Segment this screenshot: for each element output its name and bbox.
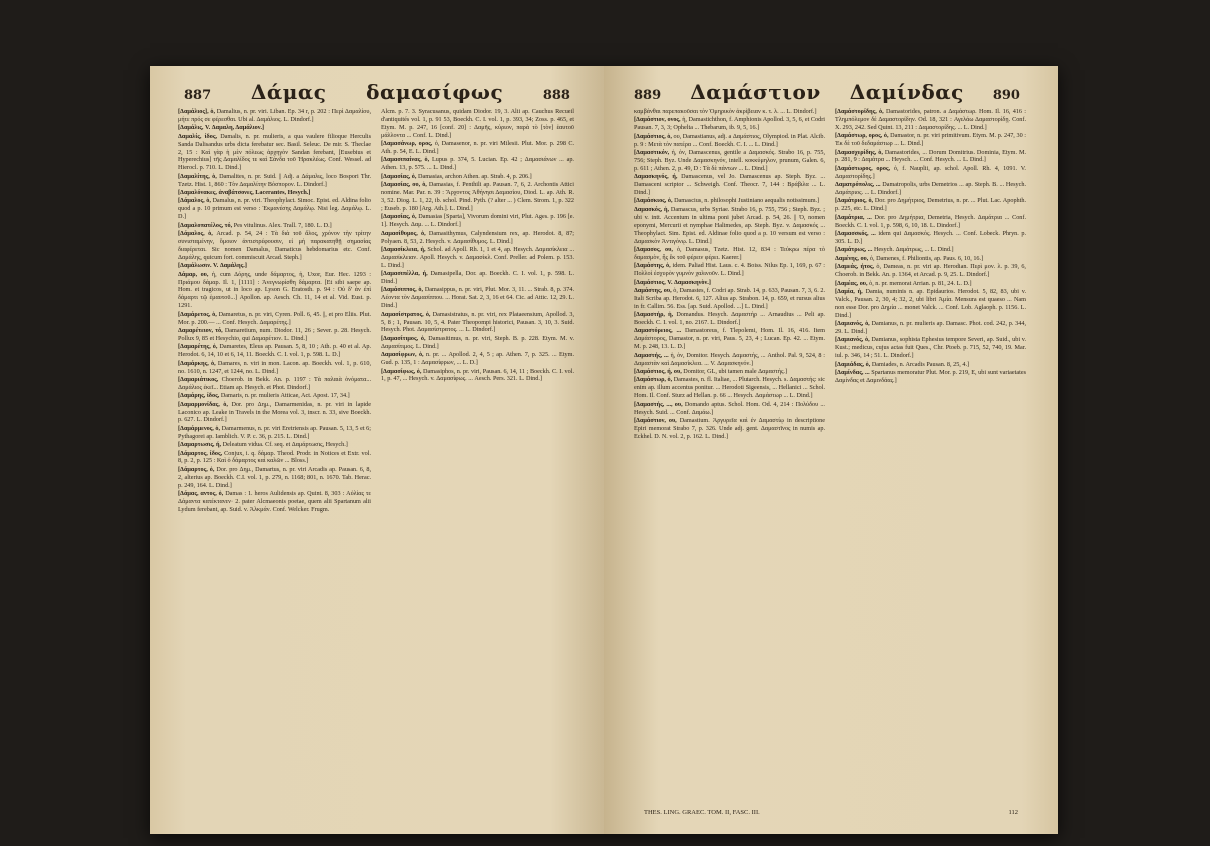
entry-text: Damianus, sophista Ephesius tempore Severi, ap. Suid., ubi v. Kust.; medicus, cujus actas fuit Ques., Chr. Ptoeb. p. 715, 52, 740, 19. Mar. iul. p. 346, 14 ; 51. L. Dindorf.] [835,336,1026,360]
entry-headword: [Δαμάσιππος, ὁ, [381,286,425,294]
page-number-889: 889 [634,88,662,103]
entry-text: ὁ, Damasus, Tzetz. Hist. 12, 834 : Τεύκρω πέρα τὸ δαμασμὸν, ἦς ἔκ τοῦ φέρειν φέρει. Kaerer.] [634,245,825,261]
dictionary-entry [381,311,574,335]
dictionary-entry [178,327,371,343]
dictionary-entry [178,173,371,189]
entry-headword: [Δαμάστωρ, ορος, ὁ, [835,132,891,140]
dictionary-entry [178,124,371,132]
entry-text: Damaretium, num. Diodor. 11, 26 ; Sever. p. 28. Hesych. Pollux 9, 85 et Hesychio, qui Δαμαρέτιον. L. Dind.] [178,326,371,342]
entry-text: Damasias, archon Athen. ap. Strab. 4, p. 206.] [417,172,532,180]
entry-headword: [Δαμιανός, ὁ, [835,336,872,344]
left-page [150,66,604,834]
entry-text: Damastoreus, f. Tlepolemi, Hom. Il. 16, 416. Item Δαμάστορος, Damastor, n. pr. viri, Paus. 5, 23, 4 ; Lucan. Ep. 42. ... Etym. M. p. 248, 13. L. D.] [634,327,825,351]
entry-headword: [Δαμασιπαίνας, ὁ, [381,156,432,164]
right-headword: δαμασίφως [366,80,504,104]
entry-text: ὁ, Damastes, f. Codri ap. Strab. 14, p. 633, Pausan. 7, 3, 6. 2. Itali Scriba ap. Herodot. 6, 127. Alius ap. Strabon. 14, p. 659, et rursus alius in fr. Callim. 56. Ess. [ap. Suid. Apollod. ...] L. Dind.] [634,286,825,310]
dictionary-entry [178,311,371,327]
entry-text: Damalis, n. pr. mulieris, a qua vaulere filioque Herculis Sanda Dalisandus urbs dicta ferebatur sec. Basil. Seleuc. De mir. S. Theclae 2, 15 : Καὶ γὰρ ἡ μὲν πόλεως ἀρχηγὸν Sandan ferebant, [Eusebius et Hyperechius] τῆς Δαμαλίδος τε καὶ Σάνδα τοῦ Ἡρακλέως. Conf. Wessel. ad Hierocl. p. 710. L. Dind.] [178,132,371,172]
entry-text: ου, Damastianus, adj. a Δαμάστιος, Olympiod. in Plat. Alcib. p. 9 : Μετὰ τὸν πατέρα ... Conf. Boeckh. C. I. ... L. Dind.] [634,132,825,148]
page-number-888: 888 [542,88,570,103]
entry-text: καμβάνθαι παρεπακοῦσαι τὸν Ὁμηρικὸν ἀκρίβειαν κ. τ. λ. ... L. Dindorf.] [634,108,817,115]
dictionary-entry [634,206,825,246]
dictionary-entry [178,376,371,392]
entry-headword: [Δαμιανός, ὁ, [835,320,872,328]
entry-headword: Δαμαστόρειος, ... [634,327,685,335]
dictionary-entry [634,133,825,149]
dictionary-entry [381,181,574,213]
dictionary-entry [835,214,1026,230]
dictionary-entry [178,197,371,221]
entry-text: Damascius, n. philosophi Justiniano aequalis notissimum.] [674,197,820,205]
dictionary-entry [381,173,574,181]
left-headword: Δάμας [250,80,327,104]
column-890 [835,108,1026,794]
entry-text: idem qui Δαμασκός. Hesych. ... Conf. Lobeck. Phryn. p. 305. L. D.] [835,230,1026,245]
entry-text: Arcad. p. 54, 24 : Τὰ διὰ τοῦ ἄλος, χρόνον τὴν τρίτην συνισταμένην, ὅμοιον ἀντιστρέφουσιν, εἰ μὴ παρακατηθῇ σημασίας διαφέρεται. Sic nomen Damalus, Damaticus hebdomarius etc. Conf. Δαμάλης, quicum fort. commiscuit Arcad. Steph.] [178,230,371,261]
entry-headword: [Δαμάρμενος, ὁ, [178,424,222,432]
entry-headword: Δαμαρέτειον, τό, [178,326,225,334]
entry-text: Damasitimus, n. pr. viri, Steph. B. p. 228. Etym. M. v. Δαμασίτιμος. L. Dind.] [381,334,574,350]
entry-headword: [Δαμαρτωσις, ή, [178,441,223,449]
entry-headword: [Δαμασίας, ὁ, [381,213,419,221]
entry-text: Damaretus, n. pr. viri, Cyren. Poll. 6, 45. ||, et pro Eliis. Plut. Mor. p. 200.— ... Conf. Hesych. Δαμαρέτης.] [178,310,371,326]
dictionary-entry [381,140,574,156]
entry-text: Domitor, GL, ubi tamen male Δαμαστής.] [683,368,788,375]
dictionary-entry [178,450,371,466]
dictionary-entry [835,263,1026,279]
entry-text: Pes vitulinus. Alex. Trall. 7, 180. L. D.] [233,221,332,229]
dictionary-entry [835,132,1026,148]
right-page [604,66,1058,834]
dictionary-entry [835,369,1026,385]
dictionary-entry [634,287,825,311]
dictionary-entry [835,149,1026,165]
entry-headword: [Δαμάστιον, ονος, [634,116,683,124]
dictionary-entry [634,279,825,287]
entry-headword: [Δαμάλις, V. Δαμαλη, Δαμάλιον.] [178,124,265,132]
entry-text: Alcm. p. 7. 3. Syracusanus, quidam Diodor. 19, 3. Alii ap. Cauchus Recueil d'antiquités vol. 1, p. 91 53, Boeckh. C. I. vol. 1, p. 393, 34; Zoss. p. 465, et Etym. M. p. 247, 16 [conf. 20] : Δαμῆς, κύριον, παρὰ τὸ [τὸν] ἑαυτοῦ μάλλοντα ... Conf. L. Dind.] [381,108,574,139]
entry-headword: [Δαμαρμονίδας, ὁ, [178,400,232,408]
dictionary-entry [835,181,1026,197]
entry-headword: Δάμαρ, ου, [178,270,212,278]
entry-headword: [Δαμαλίτης, ὁ, [178,172,220,180]
entry-headword: [Δαμάστορίδης, ὁ, [835,108,886,115]
entry-text: Damasippus, n. pr. viri, Plut. Mor. 3, 11. ... Strab. 8, p. 374. Λέοντα τὸν Δαμασίππου. ... Horat. Sat. 2, 3, 16 et 64. Cic. ad Attic. 12, 29. L. Dind.] [381,286,574,310]
entry-text: Damastium. Ἀργυρεῖα καὶ ἐν Δαμαστίῳ in descriptione Epiri memorat Strabo 7, p. 326. Unde adj. gent. Δαμαστῖνος in numis ap. Eckhel. D. N. vol. 2, p. 162. L. Dind.] [634,416,825,440]
dictionary-entry [381,335,574,351]
entry-headword: Δαμάστης, ου, [634,286,674,294]
dictionary-entry [178,271,371,311]
entry-text: Damasithymus, Calyndensium rex, ap. Herodot. 8, 87; Polyaen. 8, 53, 2. Hesych. v. Δαμασίθυμος. L. Dind.] [381,229,574,245]
entry-text: Damares, n. viri in mon. Lacon. ap. Boeckh. vol. 1, p. 610, no. 1610, n. 1247, et 1244, no. L. Dind.] [178,359,371,375]
entry-headword: [Δαμάστιος, V. Δαμασκηνὸν.] [634,278,711,286]
dictionary-entry [634,116,825,132]
entry-text: Damasias [Sparta], Vivorum domini viri, Plut. Ages. p. 196 [e. 1]. Hesych. Δαμ. ... L. Dindorf.] [381,213,574,229]
entry-headword: [Δαμάλωσιν. V. Δαμάλης.] [178,262,247,270]
entry-text: Damasias, f. Penthili ap. Pausan. 7, 6, 2. Archontis Attici nomine. Mar. Par. n. 39 : Ἄρχοντος Ἀθήνησι Δαμασίου, Diod. L. ap. Ath. R. 3, 52. Diog. L. 1, 22, ib. schol. Pind. Pyth. (? alter ... ) Clem. Strom. 1, p. 322 ; Euseb. p. 180 [Arg. Ath.]. L. Dind.] [381,181,574,212]
dictionary-entry [381,368,574,384]
entry-headword: Δαμασίθυμος, ὁ, [381,229,429,237]
entry-headword: Δαμασκός, ἡ, [634,205,671,213]
right-page-columns [634,108,1026,794]
dictionary-entry [835,108,1026,132]
entry-headword: Δαμαστής, ... [634,351,671,359]
entry-headword: [Δαμαρέτης, ὁ, [178,343,220,351]
entry-headword: [Δαμάτρως, ... [835,246,874,254]
dictionary-entry [178,262,371,270]
dictionary-entry [178,360,371,376]
column-888 [381,108,574,794]
dictionary-entry [634,401,825,417]
dictionary-entry [835,336,1026,360]
entry-headword: [Δαμάρκης, ὁ, [178,359,218,367]
entry-headword: [Δαμαλοπατέλος, τό, [178,221,234,229]
entry-headword: [Δαμάλιος], ὁ, [178,108,217,115]
entry-text: Domando aptus. Schol. Hom. Od. 4, 214 : Πολύδου ... Hesych. Suid. ... Conf. Δαμάω.] [634,400,825,416]
entry-headword: [Δαμάτρια, ... [835,213,875,221]
entry-text: ἡ, ὁν, Domitor. Hesych. Δαμαστής, ... Anthol. Pal. 9, 524, 8 : Δαμαστὰν καὶ Δαμασίκλεα. ... V. Δαμασκηνόν.] [634,351,825,367]
entry-text: ὁ, n. pr. memorat Arrian. p. 81, 24. L. D.] [869,279,972,287]
dictionary-entry [178,425,371,441]
entry-text: Damascenus, vel Jo. Damascenus ap. Steph. Byz. ... Damasceni scriptor ... Schweigh. Conf. Theocr. 7, 144 : Βράβιλα ... L. Dind.] [634,173,825,197]
dictionary-entry [381,351,574,367]
entry-text: ὁ, f. Nauplii, ap. schol. Apoll. Rh. 4, 1091. V. Δαμαστορίδης.] [835,164,1026,180]
dictionary-entry [381,246,574,270]
entry-text: Domandus. Hesych. Δαμαστήρ ... Arnaudius ... Peli ap. Boeckh. C. I. vol. 1, no. 2167. L. Dindorf.] [634,311,825,327]
dictionary-entry [381,270,574,286]
left-headword: Δαμάστιον [690,80,821,104]
entry-text: Spartanus memoratur Plut. Mor. p. 219, E, ubi sunt variaetates Δαμίνδας et Δαμινδάας.] [835,369,1026,384]
entry-headword: [Δαμάστιος, ή, ου, [634,368,684,375]
dictionary-entry [381,108,574,140]
entry-headword: [Δαμασίας, ὁ, [381,172,418,180]
right-page-header [634,80,1020,106]
entry-text: Damia, numinis n. ap. Epidaurios. Herodot. 5, 82, 83, ubi v. Valck., Pausan. 2, 30, 4; 32, 2, ubi libri Ἀμία. Mensura est quaeso ... Nam non esse Dor. pro Δημία ... monet Valck. ... Conf. Lob. Aglaoph. p. 1156. L. Dind.] [835,287,1026,319]
entry-headword: [Δάμαλος, ὁ, [178,230,217,238]
entry-headword: [Δαμέας, ου, [835,279,870,287]
entry-headword: [Δαμασος, ου, [634,245,677,253]
entry-headword: [Δαμάστιον, ου, [634,416,680,424]
dictionary-entry [835,288,1026,320]
entry-text: Damasistratus, n. pr. viri, rex Plataeensium, Apollod. 3, 5, 8 ; 1, Pausan. 10, 5, 4. Pater Theopompi historici, Pausan. 3, 10, 3. Suid. Hesych. Phot. Δαμασίστρατος. ... L. Dindorf.] [381,310,574,334]
dictionary-entry [178,490,371,514]
dictionary-entry [381,286,574,310]
entry-headword: [Δαμαστήρ, ἡ, [634,311,677,319]
dictionary-entry [634,262,825,278]
entry-headword: [Δαμίνδας, ... [835,369,872,376]
left-page-columns [178,108,574,794]
entry-headword: [Δαμασίκλεια, ἡ, [381,245,428,253]
entry-text: ἡ, Damastichthon, f. Amphionis Apollod. 3, 5, 6, et Codri Pausan. 7, 3, 3; Ophelta ... Thebarum, ib. 9, 5, 16.] [634,116,825,132]
entry-headword: [Δαμαστής, ..., ου, [634,400,685,408]
dictionary-entry [835,230,1026,246]
dictionary-entry [178,343,371,359]
entry-text: Damastor, n. pr. viri primitivum. Etym. M. p. 247, 30 : Ἐκ δὲ τοῦ δεδαμάστωρ ... L. Dind.] [835,132,1026,148]
entry-headword: [Δαμασχερίδης, ὁ, [835,148,885,156]
entry-headword: [Δαμιάδας, ὁ, [835,360,872,368]
entry-text: ὁ, Dameas, n. pr. viri ap. Herodian. Περὶ μον. λ. p. 39, 6, Choerob. in Bekk. An. p. 1364, et Arcad. p. 9, 25. L. Dindorf.] [835,263,1026,279]
dictionary-entry [634,311,825,327]
entry-text: Damastorides, patron. a Δαμάστωρ. Hom. Il. 16, 416 : Τλημπόλεμον δὲ Δαμαστορίδην. Od. 18, 321 : Αγελάω Δαμαστορίδῃ. Conf. X. 293, 242. Sed Quint. 13, 211 : Δαμαστορίδης. ... L. Dind.] [835,108,1026,131]
entry-text: Damastes, n. fl. Italiae, ... Plutarch. Hesych. s. Δαμαστής: sic enim ap. illum accentus ponitur. ... Herodoti Sigeensis, ... Hellanici ... Schol. Hom. Il. Conf. Sturz ad Hellan. p. 66 ... Hesych. Δαμάστωρ ... L. Dind.] [634,376,825,400]
dictionary-entry [634,376,825,400]
entry-text: Deleatum vidua. Cf. seq. et Δαμάρτωσις, Hesych.] [222,441,348,449]
entry-text: Damasipella, Dor. ap. Boeckh. C. I. vol. 1, p. 598. L. Dind.] [381,270,574,286]
dictionary-entry [178,466,371,490]
dictionary-entry [178,401,371,425]
dictionary-entry [634,352,825,368]
signature-line: THES. LING. GRAEC. TOM. II, FASC. III. [644,809,760,816]
entry-headword: [Δαμάρης, ίδος, [178,392,221,400]
dictionary-entry [178,133,371,173]
entry-text: Conjux, i. q. δάμαρ. Theod. Prodr. in Notices et Extr. vol. 8, p. 2, p. 125 : Καὶ ὁ δάμαρτος καὶ καλῶν ... Bloss.] [178,449,371,465]
dictionary-entry [178,108,371,124]
entry-headword: [Δαμαριάτικος, [178,375,222,383]
open-book [150,66,1058,834]
entry-text: Dor. pro Δημήτρια, Demetria, Hesych. Δαμάτρια ... Conf. Boeckh. C. I. vol. 1, p. 598, 6, 10, 18. L. Dindorf.] [835,213,1026,229]
entry-text: Damalites, n. pr. Suid. || Adj. a Δάμαλις, loco Bospori Thr. Tzetz. Hist. 1, 860 : Τὸν Δαμαλίτην Βόσπορον. L. Dindorf.] [178,172,371,188]
entry-text: ἡ, cum Δόρης, unde δάμαρτος, ἡ, Uxor, Eur. Hec. 1293 : Πριάμου δάμαρ. Il. 1, [1111] : Ἀνεγνωρίσθη δάμαρτα. [Et sibi saepe ap. Hom. et tragicos, ut in loco ap. Lyson G. Eratosth. p. 94 : Οὐ δ' ἀν ἐπὶ δάμαρτι τῷ ἐμαυτοῦ...] Apollon. ap. Aesch. Ch. 11, 14 et al. Vid. Eust. p. 1291. [178,270,371,310]
entry-headword: [Δάμαλος, ὁ, [178,197,213,205]
entry-text: Choerob. in Bekk. An. p. 1197 : Τὰ παλαιὰ ὀνόματα... Δαμάλιος ἐκεῖ... Etiam ap. Hesych. et Phot. Dindorf.] [178,375,371,391]
entry-headword: [Δαμασίτιμος, ὁ, [381,334,429,342]
entry-text: ὁ, Damenes, f. Philiontis, ap. Paus. 6, 10, 16.] [869,254,984,262]
entry-headword: [Δαμάστης, ὁ, [634,262,673,270]
entry-headword: [Δαμασιπέλλα, ή, [381,270,431,278]
entry-headword: Δαμαλίς, ίδος, [178,132,221,140]
entry-headword: [Δαμάστιος, ὁ, [634,132,674,140]
dictionary-entry [835,165,1026,181]
dictionary-entry [835,255,1026,263]
entry-headword: Δαμένης, ου, [835,254,870,262]
dictionary-entry [634,327,825,351]
dictionary-entry [634,368,825,376]
entry-text: Dor. pro Δημ., Damartus, n. pr. viri Arcadis ap. Pausan. 6, 8, 2, alterius ap. Boeckh. C.I. vol. 1, p. 279, n. 1168; 801, n. 1670. Tab. Herac. p. 249, 164. L. Dind.] [178,465,371,489]
dictionary-entry [835,320,1026,336]
dictionary-entry [634,108,825,116]
entry-text: ὁ, Damasenor, n. pr. viri Milesii. Plut. Mor. p. 298 C. Ath. p. 54, E. L. Dind.] [381,140,574,156]
right-headword: Δαμίνδας [849,80,964,104]
entry-text: Dor. pro Δημ., Damarmenidas, n. pr. viri in lapide Laconico ap. Leake in Travels in the Morea vol. 3, inscr. n. 33, sive Boeckh. p. 627. L. Dindorf.] [178,400,371,424]
entry-text: Damalus, n. pr. viri. Theophylact. Simoc. Epist. ed. Aldina folio quod a p. 10 primum est verso : Ἐκμανέσης Δαμάλῳ. Nisi leg. Δαμάλῳ. L. D.] [178,197,371,221]
column-889 [634,108,825,794]
dictionary-entry [381,230,574,246]
entry-headword: [Δαμαλόνακες, ἀναβάτσονες, Lacerantes, Hesych.] [178,189,311,197]
dictionary-entry [381,213,574,229]
entry-headword: [Δάμας, αντος, ὁ, [178,490,226,498]
dictionary-entry [835,361,1026,369]
entry-headword: [Δαμάτριος, ὁ, [835,197,875,205]
entry-text: Damatropolis, urbs Demetrios ... ap. Steph. B. ... Hesych. Δαμάτριος. ... L. Dindorf.] [835,181,1026,197]
entry-text: Damasiphos, n. pr. viri, Pausan. 6, 14, 11 ; Boeckh. C. I. vol. 1, p. 47, ... Hesych. v. Δαμασίφως. ... Aesch. Pers. 321. L. Dind.] [381,367,574,383]
entry-text: Damaretes, Eleus ap. Pausan. 5, 8, 10 ; Ath. p. 40 et al. Ap. Herodot. 6, 14, 10 et 6, 14, 11. Boeckh. C. I. vol. 1, p. 598. L. D.] [178,343,371,359]
page-footer [644,809,1018,816]
entry-headword: Δαμασίφρων, ὁ, [381,351,426,359]
entry-headword: Δαματρόπολις, ... [835,181,883,189]
entry-text: n. pr. ... Apollod. 2, 4, 5 ; ap. Athen. 7, p. 325. ... Etym. Gud. p. 135, 1 : Δαμασίφρων, ... L. D.] [381,351,574,367]
entry-text: Damianus, n. pr. mulieris ap. Damasc. Phot. cod. 242, p. 344, 29. L. Dind.] [835,320,1026,335]
dictionary-entry [634,173,825,197]
entry-headword: [Δαμία, ἡ, [835,287,866,295]
entry-text: Dor. pro Δημήτριος, Demetrius, n. pr. ... Plut. Lac. Apophth. p. 225, etc. L. Dind.] [835,197,1026,213]
entry-headword: [Δαμάσκιος, ὁ, [634,197,675,205]
dictionary-entry [178,189,371,197]
entry-headword: [Δαμάρετος, ὁ, [178,310,219,318]
dictionary-entry [381,156,574,172]
entry-text: Damiades, n. Arcadis Pausan. 8, 25, 4.] [871,360,970,368]
entry-headword: Δαμασκηνός, ή, [634,173,682,181]
signature-number: 112 [1008,809,1018,816]
entry-headword: [Δάμαρτος, ὁ, [178,465,217,473]
dictionary-entry [634,197,825,205]
page-number-890: 890 [992,88,1020,103]
entry-text: Lupus p. 374, 5. Lucian. Ep. 42 ; Δαμασιάνων ... ap. Athen. 13, p. 575. ... L. Dind.] [381,156,574,172]
dictionary-entry [634,149,825,173]
left-page-header [184,80,570,106]
entry-text: idem. Paliad Hist. Laus. c. 4. Boiss. Nilus Ep. 1, 169, p. 67 : Πολλοὶ ἐσχυρὸν γυμνὸν χαλινοῦν. L. Dind.] [634,262,825,278]
entry-text: Damarmenus, n. pr. viri Eretriensis ap. Pausan. 5, 13, 5 et 6; Pythagorei ap. Iamblich. V. P. c. 36, p. 215. L. Dind.] [178,424,371,440]
entry-text: Damascus, urbs Syriae. Strabo 16, p. 755, 756 ; Steph. Byz. ; ubi v. intt. Accentum in ultima poni jubet Arcad. p. 54, 26. || Ὁ, nomen eponymi, Mercurii et nymphae Halimedes, ap. Steph. Byz. v. Δαμασκός ... Theophylact. Sim. Epist. ed. Aldinae folio quod a p. 10 versum est verso : Δαμασκὸν Ἀντιγόνῳ. L. Dind.] [634,205,825,245]
dictionary-entry [835,246,1026,254]
entry-text: ἡ, ὁν, Damascenus, gentile a Δαμασκός. Strabo 16, p. 755, 756; Steph. Byz. Unde Δαμασκηνόν, intell. κοκκύμηλον, prunum, Galen. 6, p. 611 ; Athen. 2, p. 49, D : Τὰ δὲ πάντων ... L. Dind.] [634,149,825,172]
entry-headword: [Δαμαστικόν, [634,149,672,157]
entry-headword: [Δαμασσκός, ... [835,230,879,238]
entry-headword: [Δαμασίφως, ὁ, [381,367,424,375]
entry-headword: [Δάμαρτος, ίδος, [178,449,225,457]
dictionary-entry [178,392,371,400]
dictionary-entry [178,222,371,230]
page-number-887: 887 [184,88,212,103]
dictionary-entry [634,246,825,262]
entry-headword: [Δαμασάνωρ, ορος, [381,140,435,148]
entry-headword: [Δαμεάς, ήτος, [835,263,877,271]
entry-headword: [Δαμασίας, ου, ὁ, [381,181,429,189]
entry-headword: Δαμασίστρατος, ὁ, [381,310,433,318]
dictionary-entry [178,230,371,262]
dictionary-entry [835,197,1026,213]
entry-text: Damas : 1. heros Aulidensis ap. Quint. 8, 303 : Αὐλίας τε Δάμαντα κατέκτανεν· 2. pater Alcmaeonis poetae, quem alii Spartanum alii Lydum ferebant, ap. Suid. v. Ἀλκμάν. Conf. Welcker. Frugm. [178,490,371,513]
entry-text: Schol. ad Apoll. Rh. 1, 1 et 4, ap. Hesych. Δαμασίκλεια ... Δαμασίκλειαν. Apoll. Hesych. v. Δαμασίκλ. Conf. Preller. ad Polem. p. 153. L. Dind.] [381,245,574,269]
dictionary-entry [178,441,371,449]
entry-headword: [Δαμάστωρ, ὁ, [634,376,674,384]
dictionary-entry [835,280,1026,288]
entry-text: Damastorides, ... Dorum Domitrius. Dominia, Etym. M. p. 281, 9 : Δαμάτρα ... Heysch. ... Conf. Hesych. ... L. Dind.] [835,148,1026,164]
entry-text: Hesych. Δαμάτρως, ... L. Dind.] [873,246,954,254]
entry-text: Damalius, n. pr. viri. Liban. Ep. 34 r, p. 202 : Περὶ Δαμαλίου, μήτε πρός σε φέρεσθαι. Ubi al. Δαμάλιος. L. Dindorf.] [178,108,371,123]
entry-text: Damaris, n. pr. mulieris Atticae, Act. Apost. 17, 34.] [220,392,350,400]
entry-headword: [Δαμάστωρος, ορος, [835,164,894,172]
column-887 [178,108,371,794]
dictionary-entry [634,417,825,441]
